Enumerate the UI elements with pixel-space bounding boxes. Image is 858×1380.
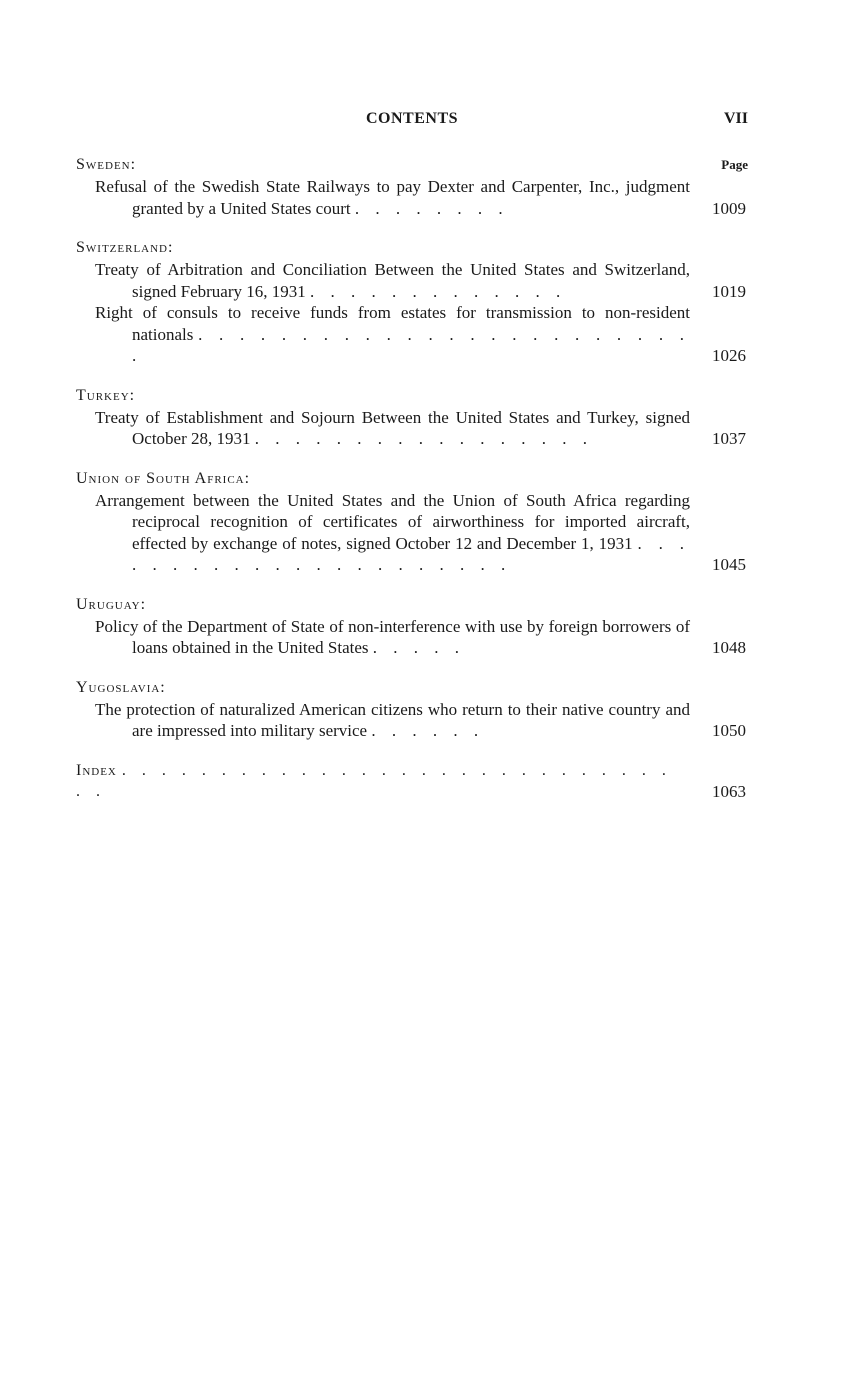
dot-leader: . . . . . . . . . . . . . . . . . . . . . . [132, 533, 691, 574]
toc-entry [76, 407, 748, 450]
table-of-contents [76, 154, 748, 803]
country-heading: Turkey: [76, 386, 136, 404]
toc-section-turkey [76, 385, 748, 450]
country-heading: Sweden: [76, 156, 137, 173]
entry-page-number: 1026 [712, 346, 746, 365]
country-heading: Union of South Africa: [76, 469, 251, 487]
index-label: Index [76, 761, 117, 779]
entry-title: The protection of naturalized American citizens who return to their native country and are impressed into military service [95, 699, 690, 740]
country-heading: Switzerland: [76, 239, 174, 256]
toc-entry [76, 259, 748, 302]
entry-title: Treaty of Arbitration and Conciliation Between the United States and Switzerland, signed February 16, 1931 [95, 260, 690, 301]
entry-page-number: 1045 [712, 555, 746, 574]
entry-title: Treaty of Establishment and Sojourn Between the United States and Turkey, signed October 28, 1931 [95, 407, 690, 448]
toc-entry [76, 302, 748, 367]
entry-page-number: 1009 [712, 198, 746, 218]
page-column-label: Page [721, 157, 748, 172]
toc-entry [76, 176, 748, 219]
entry-page-number: 1050 [712, 721, 746, 740]
toc-index-entry [76, 760, 748, 803]
toc-entry [76, 490, 748, 576]
dot-leader: . . . . . . . . . . . . . [310, 281, 567, 301]
dot-leader: . . . . . . . . . . . . . . . . . . . . . . . . . . . . . . [76, 761, 672, 800]
dot-leader: . . . . . . [371, 721, 485, 740]
dot-leader: . . . . . [372, 638, 466, 657]
toc-entry [76, 616, 748, 659]
entry-title: Refusal of the Swedish State Railways to pay Dexter and Carpenter, Inc., judgment granted by a United States court [95, 177, 690, 218]
toc-entry [76, 699, 748, 742]
entry-page-number: 1063 [712, 782, 746, 801]
dot-leader: . . . . . . . . . . . . . . . . . . . . . . . . . [132, 324, 691, 365]
folio-page-number: VII [723, 110, 748, 127]
page-title: CONTENTS [365, 110, 459, 127]
entry-page-number: 1048 [712, 638, 746, 657]
dot-leader: . . . . . . . . [354, 198, 509, 218]
country-heading: Yugoslavia: [76, 678, 166, 696]
toc-section-union-of-south-africa [76, 468, 748, 576]
toc-section-switzerland [76, 237, 748, 367]
toc-section-uruguay [76, 594, 748, 659]
entry-page-number: 1019 [712, 281, 746, 301]
entry-title: Policy of the Department of State of non-interference with use by foreign borrowers of loans obtained in the United States [95, 616, 690, 657]
toc-section-yugoslavia [76, 677, 748, 742]
dot-leader: . . . . . . . . . . . . . . . . . [254, 429, 594, 448]
running-head [76, 110, 748, 132]
entry-title: Right of consuls to receive funds from estates for transmission to non-resident nationals [95, 303, 690, 344]
toc-section-sweden [76, 154, 748, 219]
entry-page-number: 1037 [712, 429, 746, 448]
entry-title: Arrangement between the United States and the Union of South Africa regarding reciprocal recognition of certificates of airworthiness for imported aircraft, effected by exchange of notes, signed October 12 and December 1, 1931 [95, 490, 690, 553]
country-heading: Uruguay: [76, 595, 147, 613]
